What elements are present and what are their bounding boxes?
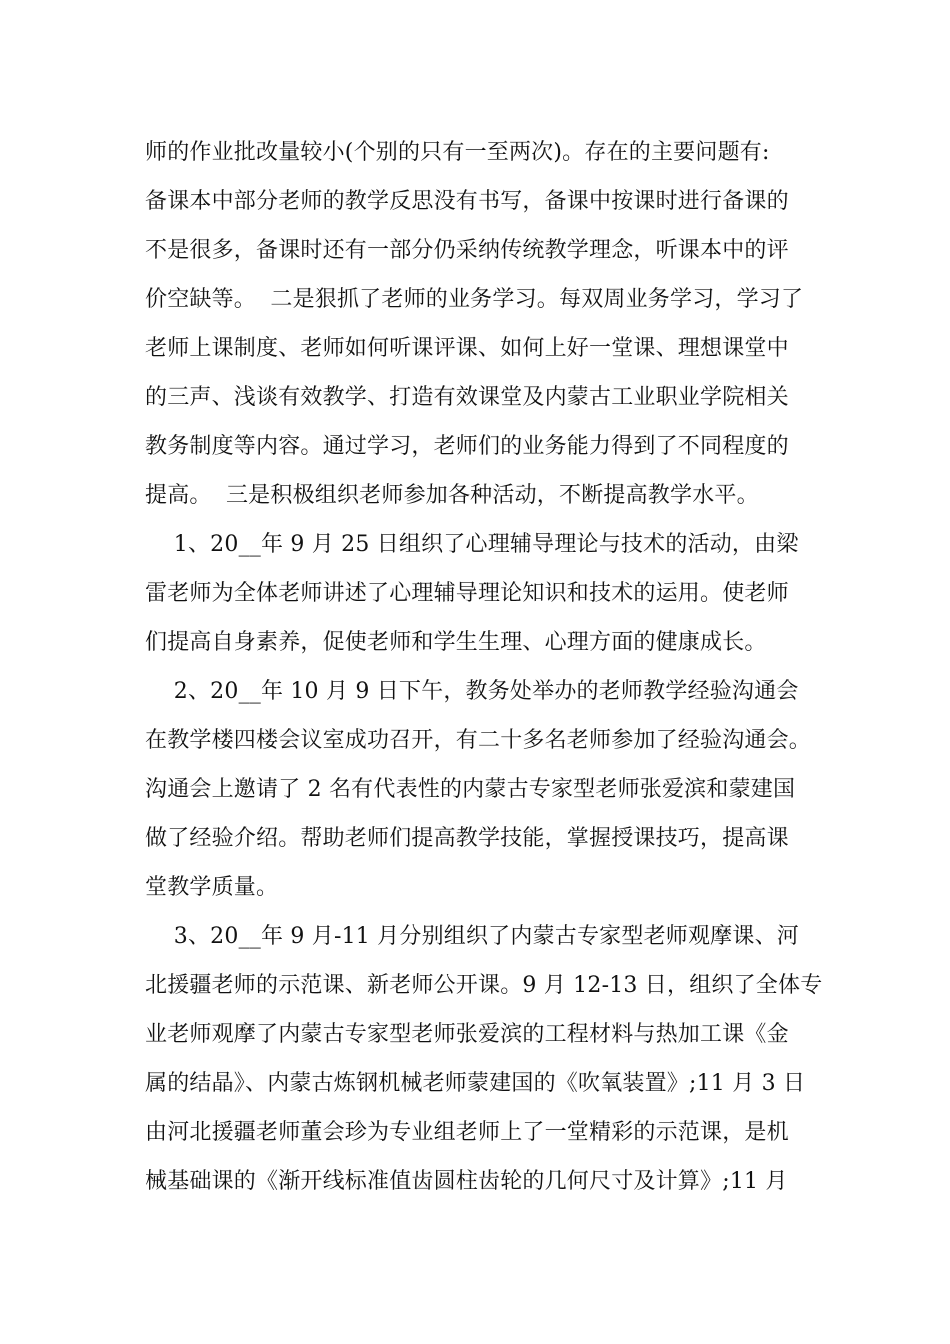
text-line: 沟通会上邀请了 2 名有代表性的内蒙古专家型老师张爱滨和蒙建国 bbox=[145, 777, 796, 802]
text-line: 提高。 三是积极组织老师参加各种活动，不断提高教学水平。 bbox=[145, 483, 759, 508]
text-line: 价空缺等。 二是狠抓了老师的业务学习。每双周业务学习，学习了 bbox=[145, 287, 804, 312]
text-line: 属的结晶》、内蒙古炼钢机械老师蒙建国的《吹氧装置》;11 月 3 日 bbox=[145, 1071, 806, 1096]
text-line: 不是很多，备课时还有一部分仍采纳传统教学理念，听课本中的评 bbox=[145, 238, 789, 263]
text-line: 在教学楼四楼会议室成功召开，有二十多名老师参加了经验沟通会。 bbox=[145, 728, 812, 753]
text-line: 做了经验介绍。帮助老师们提高教学技能，掌握授课技巧，提高课 bbox=[145, 826, 789, 851]
text-line: 备课本中部分老师的教学反思没有书写，备课中按课时进行备课的 bbox=[145, 189, 789, 214]
text-line: 教务制度等内容。通过学习，老师们的业务能力得到了不同程度的 bbox=[145, 434, 789, 459]
text-line: 的三声、浅谈有效教学、打造有效课堂及内蒙古工业职业学院相关 bbox=[145, 385, 789, 410]
text-line: 由河北援疆老师董会珍为专业组老师上了一堂精彩的示范课，是机 bbox=[145, 1120, 789, 1145]
text-line: 师的作业批改量较小(个别的只有一至两次)。存在的主要问题有: bbox=[145, 140, 770, 165]
text-line: 雷老师为全体老师讲述了心理辅导理论知识和技术的运用。使老师 bbox=[145, 581, 789, 606]
body-text bbox=[145, 128, 825, 1206]
text-line: 们提高自身素养，促使老师和学生生理、心理方面的健康成长。 bbox=[145, 630, 767, 655]
text-line: 堂教学质量。 bbox=[145, 875, 279, 900]
text-line: 北援疆老师的示范课、新老师公开课。9 月 12-13 日，组织了全体专 bbox=[145, 973, 823, 998]
text-line: 械基础课的《渐开线标准值齿圆柱齿轮的几何尺寸及计算》;11 月 bbox=[145, 1169, 788, 1194]
text-line: 3、20__年 9 月-11 月分别组织了内蒙古专家型老师观摩课、河 bbox=[145, 924, 799, 949]
text-line: 老师上课制度、老师如何听课评课、如何上好一堂课、理想课堂中 bbox=[145, 336, 789, 361]
text-line: 业老师观摩了内蒙古专家型老师张爱滨的工程材料与热加工课《金 bbox=[145, 1022, 789, 1047]
text-line: 2、20__年 10 月 9 日下午，教务处举办的老师教学经验沟通会 bbox=[145, 679, 799, 704]
text-line: 1、20__年 9 月 25 日组织了心理辅导理论与技术的活动，由梁 bbox=[145, 532, 799, 557]
